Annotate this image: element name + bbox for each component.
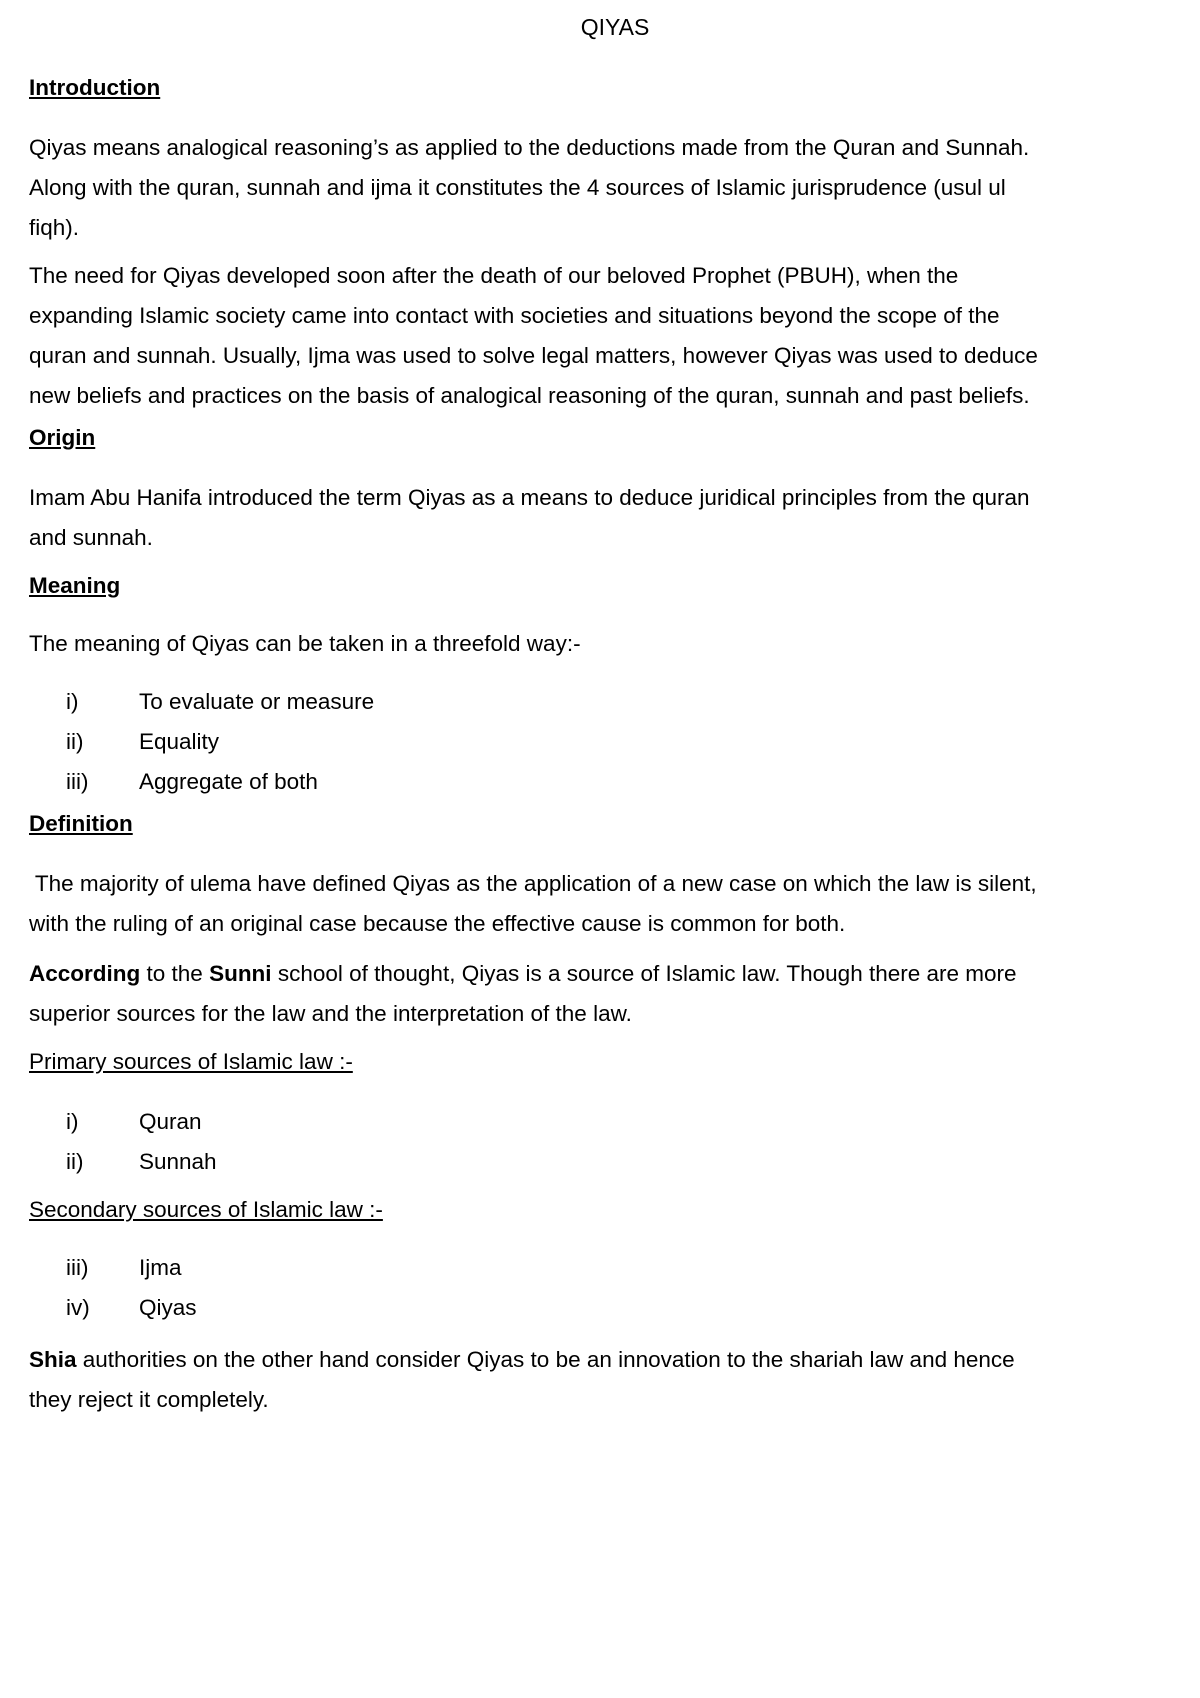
intro-paragraph-1: Qiyas means analogical reasoning’s as applied to the deductions made from the Quran and Sunnah. Along with the quran, sunnah and ijma it constitutes the 4 sources of Islamic jurisprudence (usul ul fiqh). [29, 135, 1030, 240]
section-heading-introduction: Introduction [29, 75, 161, 100]
page-title: QIYAS [580, 14, 650, 40]
shia-paragraph: Shia authorities on the other hand consider Qiyas to be an innovation to the shariah law and hence they reject it completely. [29, 1347, 1015, 1412]
primary-sources-heading: Primary sources of Islamic law :- [29, 1049, 353, 1074]
list-item: iii) Aggregate of both [66, 769, 318, 794]
list-item: ii) Equality [66, 729, 220, 754]
list-item: iv) Qiyas [66, 1295, 197, 1320]
primary-sources-list [66, 1102, 217, 1182]
list-item: i) To evaluate or measure [66, 689, 375, 714]
origin-paragraph: Imam Abu Hanifa introduced the term Qiyas as a means to deduce juridical principles from the quran and sunnah. [29, 485, 1030, 550]
meaning-list [66, 682, 374, 802]
intro-paragraph-2: The need for Qiyas developed soon after the death of our beloved Prophet (PBUH), when the expanding Islamic society came into contact with societies and situations beyond the scope of the quran and sunnah. Usually, Ijma was used to solve legal matters, however Qiyas was used to deduce new beliefs and practices on the basis of analogical reasoning of the quran, sunnah and past beliefs. [29, 263, 1038, 408]
definition-paragraph-2: According to the Sunni school of thought, Qiyas is a source of Islamic law. Though there are more superior sources for the law and the interpretation of the law. [29, 961, 1017, 1026]
list-item: ii) Sunnah [66, 1149, 217, 1174]
definition-paragraph-1: The majority of ulema have defined Qiyas as the application of a new case on which the law is silent, with the ruling of an original case because the effective cause is common for both. [29, 871, 1037, 936]
meaning-paragraph: The meaning of Qiyas can be taken in a threefold way:- [29, 631, 581, 656]
list-item: iii) Ijma [66, 1255, 182, 1280]
secondary-sources-list [66, 1248, 197, 1328]
section-heading-definition: Definition [29, 811, 133, 836]
secondary-sources-heading: Secondary sources of Islamic law :- [29, 1197, 383, 1222]
section-heading-origin: Origin [29, 425, 96, 450]
section-heading-meaning: Meaning [29, 573, 121, 598]
list-item: i) Quran [66, 1109, 202, 1134]
